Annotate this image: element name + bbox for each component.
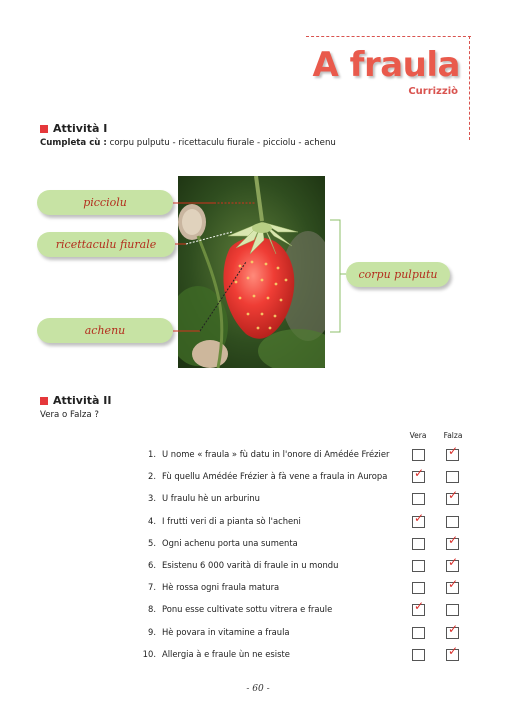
checkmark-icon: ✓	[448, 577, 459, 591]
row-number: 2.	[148, 471, 156, 481]
checkbox-falza[interactable]	[446, 471, 459, 483]
row-number: 3.	[148, 493, 156, 503]
table-row	[136, 599, 402, 619]
activity1-heading-text: Attività I	[53, 122, 108, 135]
table-row	[136, 466, 402, 486]
checkmark-icon: ✓	[414, 466, 425, 480]
row-statement: U fraulu hè un arburinu	[162, 493, 260, 503]
table-row	[136, 555, 402, 575]
page-number: - 60 -	[246, 684, 270, 694]
table-row	[136, 644, 402, 664]
checkbox-falza[interactable]	[446, 555, 459, 572]
table-row	[136, 511, 402, 531]
checkmark-icon: ✓	[448, 488, 459, 502]
row-statement: Ogni achenu porta una sumenta	[162, 538, 298, 548]
checkbox-vera[interactable]	[412, 560, 425, 572]
table-row	[136, 533, 402, 553]
checkbox-falza[interactable]	[446, 604, 459, 616]
row-statement: Ponu esse cultivate sottu vitrera e fraule	[162, 604, 333, 614]
label-corpu-pulputu: corpu pulputu	[346, 262, 450, 287]
checkbox-vera[interactable]	[412, 627, 425, 639]
row-number: 7.	[148, 582, 156, 592]
checkbox-vera[interactable]	[412, 466, 425, 483]
bullet-square-icon	[40, 397, 48, 405]
column-header-vera: Vera	[409, 431, 427, 440]
checkbox-falza[interactable]	[446, 577, 459, 594]
checkbox-vera[interactable]	[412, 538, 425, 550]
row-statement: U nome « fraula » fù datu in l'onore di Amédée Frézier	[162, 449, 390, 459]
label-picciolu: picciolu	[37, 190, 173, 215]
table-row	[136, 622, 402, 642]
row-number: 4.	[148, 516, 156, 526]
checkbox-vera[interactable]	[412, 449, 425, 461]
row-statement: Fù quellu Amédée Frézier à fà vene a fraula in Auropa	[162, 471, 388, 481]
checkmark-icon: ✓	[414, 511, 425, 525]
activity2-instruction: Vera o Falza ?	[40, 410, 99, 420]
instruction-label: Cumpleta cù :	[40, 138, 107, 148]
checkbox-falza[interactable]	[446, 516, 459, 528]
checkbox-vera[interactable]	[412, 493, 425, 505]
instruction-words: corpu pulputu - ricettaculu fiurale - picciolu - achenu	[109, 138, 336, 148]
checkbox-falza[interactable]	[446, 622, 459, 639]
checkbox-vera[interactable]	[412, 582, 425, 594]
checkmark-icon: ✓	[448, 622, 459, 636]
checkbox-falza[interactable]	[446, 488, 459, 505]
checkbox-falza[interactable]	[446, 444, 459, 461]
row-statement: I frutti veri di a pianta sò l'acheni	[162, 516, 301, 526]
row-number: 8.	[148, 604, 156, 614]
table-row	[136, 577, 402, 597]
table-row	[136, 488, 402, 508]
label-ricettaculu-fiurale: ricettaculu fiurale	[37, 232, 175, 257]
activity2-heading-text: Attività II	[53, 394, 112, 407]
row-statement: Hè rossa ogni fraula matura	[162, 582, 280, 592]
page-title: A fraula	[312, 45, 460, 85]
row-number: 9.	[148, 627, 156, 637]
row-number: 10.	[142, 649, 156, 659]
checkbox-vera[interactable]	[412, 599, 425, 616]
activity2-heading	[40, 394, 111, 407]
page-subtitle: Currizziò	[408, 86, 458, 97]
row-number: 5.	[148, 538, 156, 548]
column-header-falza: Falza	[443, 431, 463, 440]
checkmark-icon: ✓	[414, 599, 425, 613]
checkmark-icon: ✓	[448, 555, 459, 569]
checkbox-vera[interactable]	[412, 511, 425, 528]
checkmark-icon: ✓	[448, 444, 459, 458]
row-number: 6.	[148, 560, 156, 570]
row-number: 1.	[148, 449, 156, 459]
row-statement: Hè povara in vitamine a fraula	[162, 627, 290, 637]
checkbox-falza[interactable]	[446, 644, 459, 661]
checkbox-vera[interactable]	[412, 649, 425, 661]
row-statement: Esistenu 6 000 varità di fraule in u mondu	[162, 560, 339, 570]
checkmark-icon: ✓	[448, 533, 459, 547]
checkmark-icon: ✓	[448, 644, 459, 658]
table-row	[136, 444, 402, 464]
row-statement: Allergia à e fraule ùn ne esiste	[162, 649, 290, 659]
checkbox-falza[interactable]	[446, 533, 459, 550]
label-achenu: achenu	[37, 318, 173, 343]
